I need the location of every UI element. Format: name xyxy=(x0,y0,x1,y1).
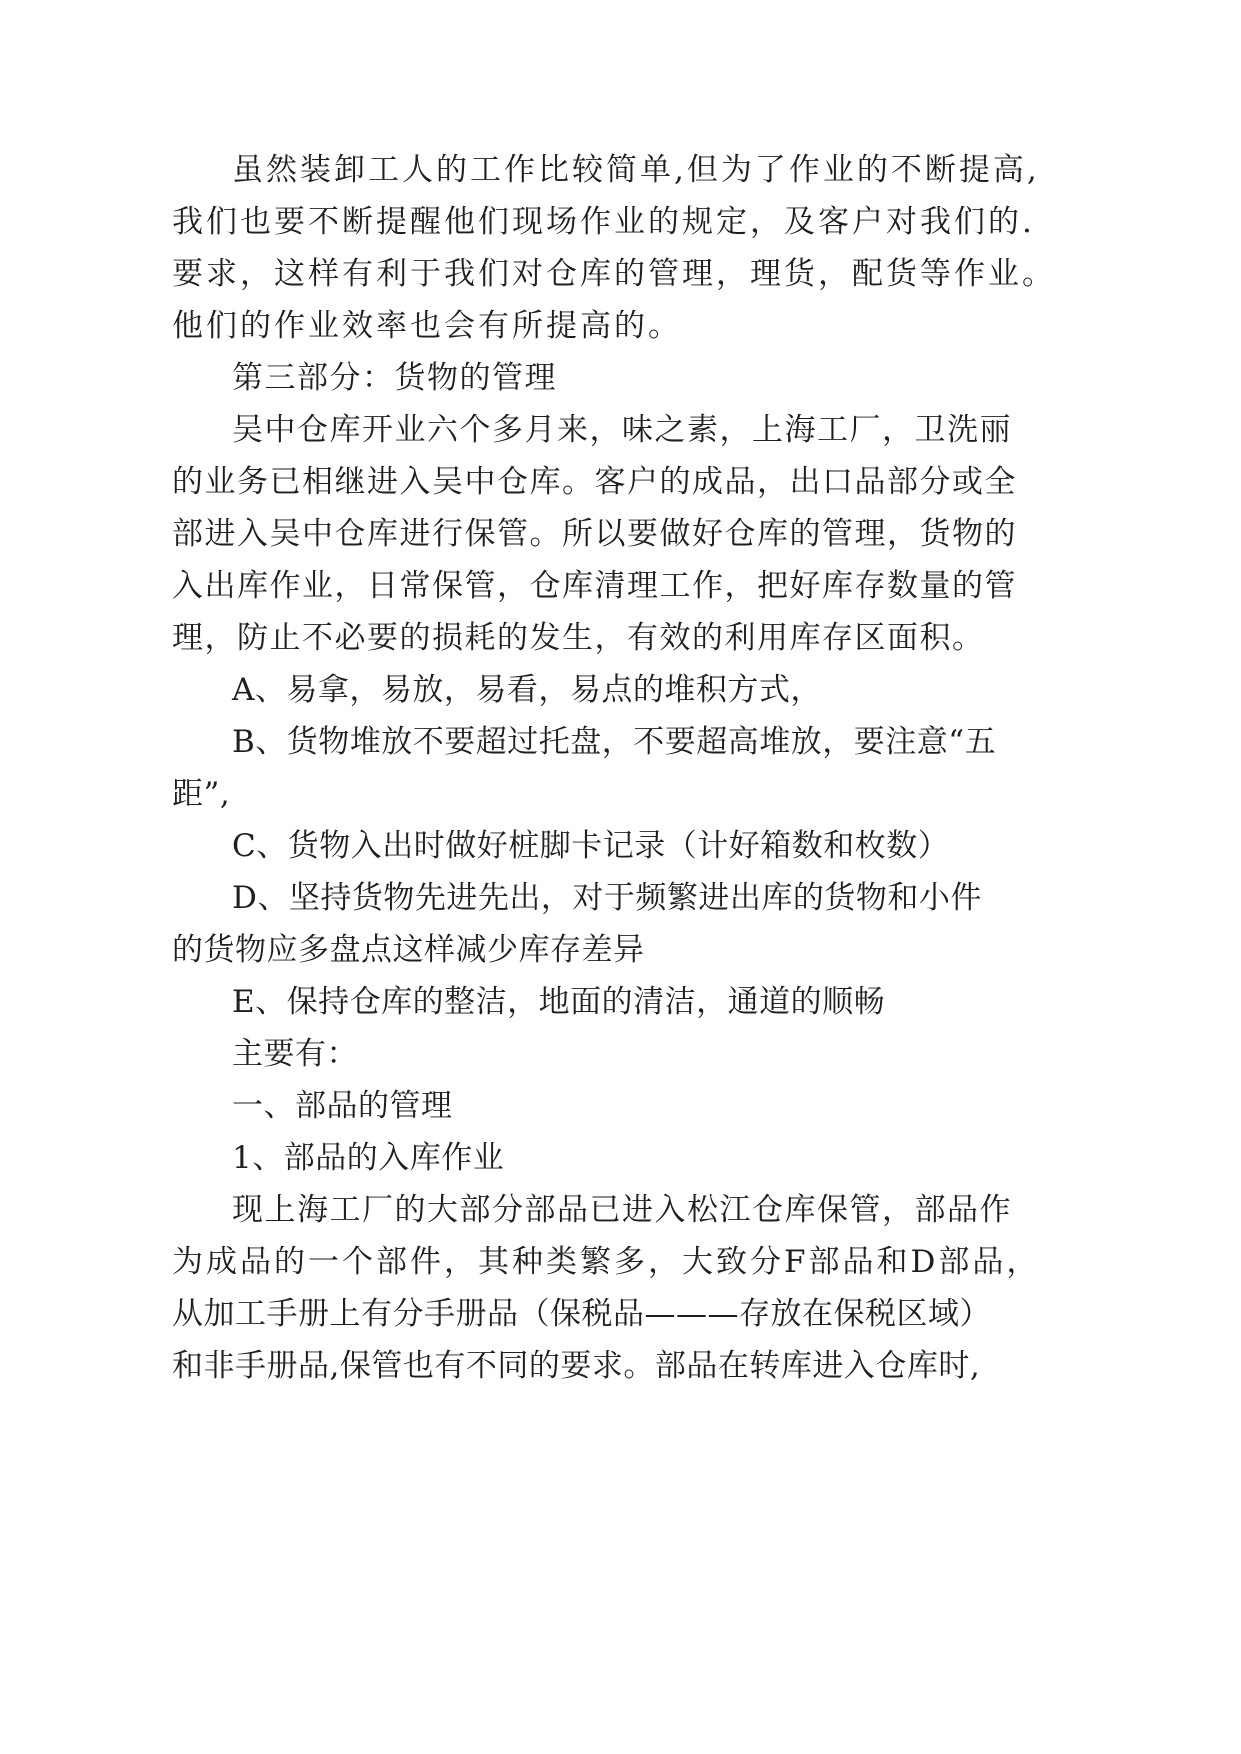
paragraph-line: 我们也要不断提醒他们现场作业的规定，及客户对我们的. xyxy=(172,204,1035,240)
paragraph-line: 现上海工厂的大部分部品已进入松江仓库保管，部品作 xyxy=(232,1192,1012,1228)
list-item: A、易拿，易放，易看，易点的堆积方式， xyxy=(232,672,822,708)
paragraph-line: 部进入吴中仓库进行保管。所以要做好仓库的管理，货物的 xyxy=(172,516,1017,552)
paragraph-line: 从加工手册上有分手册品（保税品———存放在保税区域） xyxy=(172,1296,991,1332)
subsection-heading: 1、部品的入库作业 xyxy=(232,1140,505,1176)
list-item-continuation: 的货物应多盘点这样减少库存差异 xyxy=(172,932,645,968)
paragraph-line: 主要有： xyxy=(232,1036,358,1072)
paragraph-line: 为成品的一个部件，其种类繁多，大致分F部品和D部品， xyxy=(172,1244,1041,1280)
paragraph-line: 理，防止不必要的损耗的发生，有效的利用库存区面积。 xyxy=(172,620,985,656)
list-item-continuation: 距”, xyxy=(172,776,231,812)
paragraph-line: 入出库作业，日常保管，仓库清理工作，把好库存数量的管 xyxy=(172,568,1017,604)
subsection-heading: 一、部品的管理 xyxy=(232,1088,453,1124)
paragraph-line: 吴中仓库开业六个多月来，味之素，上海工厂，卫洗丽 xyxy=(232,412,1012,448)
list-item: D、坚持货物先进先出，对于频繁进出库的货物和小件 xyxy=(232,880,982,916)
paragraph-line: 要求，这样有利于我们对仓库的管理，理货，配货等作业。 xyxy=(172,256,1056,292)
section-heading: 第三部分：货物的管理 xyxy=(232,360,557,396)
list-item: C、货物入出时做好桩脚卡记录（计好箱数和枚数） xyxy=(232,828,950,864)
paragraph-line: 和非手册品,保管也有不同的要求。部品在转库进入仓库时, xyxy=(172,1348,981,1384)
paragraph-line: 的业务已相继进入吴中仓库。客户的成品，出口品部分或全 xyxy=(172,464,1017,500)
paragraph-line: 虽然装卸工人的工作比较简单,但为了作业的不断提高, xyxy=(232,152,1040,188)
paragraph-line: 他们的作业效率也会有所提高的。 xyxy=(172,308,682,344)
list-item: B、货物堆放不要超过托盘，不要超高堆放，要注意“五 xyxy=(232,724,997,760)
list-item: E、保持仓库的整洁，地面的清洁，通道的顺畅 xyxy=(232,984,886,1020)
